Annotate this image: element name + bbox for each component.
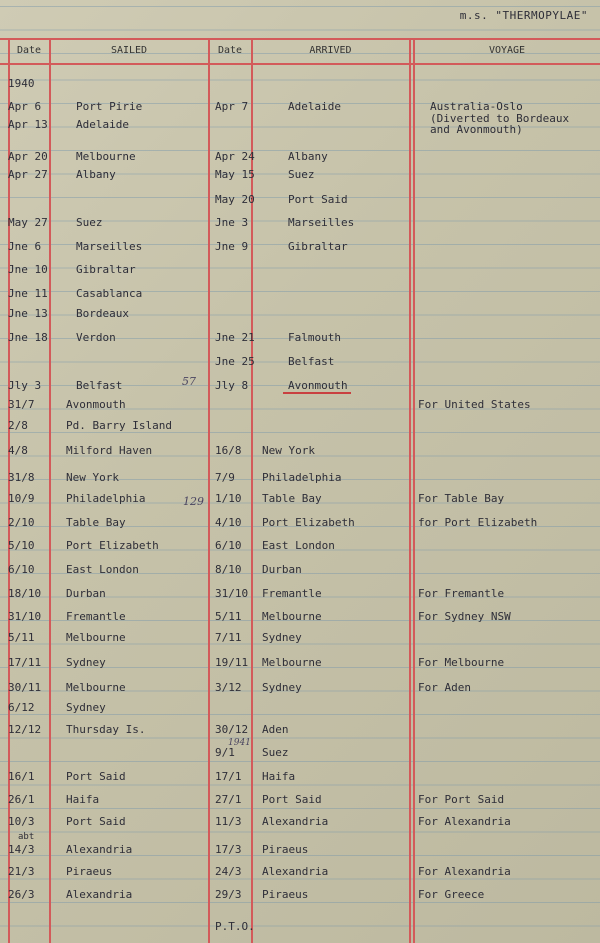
header-date-arrived: Date	[217, 45, 243, 56]
sailed-date: Apr 6	[8, 100, 42, 113]
arrived-date: 31/10	[215, 587, 249, 600]
sailed-date: Jne 6	[8, 240, 42, 253]
sailed-port: Fremantle	[66, 610, 126, 623]
arrived-port: East London	[262, 539, 335, 552]
arrived-date: May 15	[215, 168, 255, 181]
sailed-port: Port Said	[66, 815, 126, 828]
voyage-note: for Port Elizabeth	[418, 516, 538, 529]
voyage-note: Australia-Oslo	[430, 100, 523, 113]
sailed-date: Jne 10	[8, 263, 48, 276]
arrived-port: Melbourne	[262, 610, 322, 623]
arrived-date: 11/3	[215, 815, 242, 828]
arrived-date: 9/1	[215, 746, 235, 759]
abt-note: abt	[18, 832, 35, 842]
voyage-note: For Sydney NSW	[418, 610, 511, 623]
arrived-port: Suez	[262, 746, 289, 759]
voyage-note: For Alexandria	[418, 815, 511, 828]
year-1941-note: 1941	[228, 738, 251, 748]
arrived-date: Jne 9	[215, 240, 249, 253]
sailed-date: 31/8	[8, 471, 35, 484]
arrived-date: 29/3	[215, 888, 242, 901]
arrived-port: Haifa	[262, 770, 296, 783]
arrived-port: Adelaide	[288, 100, 341, 113]
sailed-date: 31/7	[8, 398, 35, 411]
sailed-date: 6/12	[8, 701, 35, 714]
sailed-port: Port Said	[66, 770, 126, 783]
sailed-date: 26/1	[8, 793, 35, 806]
arrived-port: Albany	[288, 150, 328, 163]
sailed-port: Haifa	[66, 793, 100, 806]
arrived-port: Marseilles	[288, 216, 355, 229]
header-rule-bottom	[0, 63, 600, 65]
arrived-port: Piraeus	[262, 888, 309, 901]
voyage-note: For Fremantle	[418, 587, 505, 600]
sailed-port: Sydney	[66, 656, 106, 669]
sailed-port: Marseilles	[76, 240, 143, 253]
sailed-port: Melbourne	[66, 681, 126, 694]
handwritten-57: 57	[182, 375, 196, 388]
arrived-port: Suez	[288, 168, 315, 181]
voyage-note: For Table Bay	[418, 492, 505, 505]
arrived-port: Philadelphia	[262, 471, 342, 484]
arrived-port: Sydney	[262, 681, 302, 694]
sailed-date: 14/3	[8, 843, 35, 856]
header-sailed: SAILED	[110, 45, 148, 56]
sailed-date: 30/11	[8, 681, 42, 694]
sailed-port: Avonmouth	[66, 398, 126, 411]
arrived-date: Jne 21	[215, 331, 255, 344]
arrived-date: 7/9	[215, 471, 235, 484]
voyage-note: and Avonmouth)	[430, 123, 523, 136]
arrived-port: Belfast	[288, 355, 335, 368]
arrived-port: Port Said	[262, 793, 322, 806]
column-rule	[49, 38, 51, 943]
arrived-port: Table Bay	[262, 492, 322, 505]
sailed-date: Apr 27	[8, 168, 48, 181]
voyage-note: For Alexandria	[418, 865, 511, 878]
sailed-date: 10/3	[8, 815, 35, 828]
voyage-note: For Port Said	[418, 793, 505, 806]
sailed-date: 16/1	[8, 770, 35, 783]
sailed-date: Apr 13	[8, 118, 48, 131]
sailed-port: Thursday Is.	[66, 723, 146, 736]
arrived-date: 17/1	[215, 770, 242, 783]
sailed-port: Piraeus	[66, 865, 113, 878]
arrived-port: Piraeus	[262, 843, 309, 856]
year-1940: 1940	[8, 77, 35, 90]
arrived-port: Port Elizabeth	[262, 516, 355, 529]
pto-note: P.T.O.	[215, 920, 255, 933]
column-rule	[208, 38, 210, 943]
sailed-date: 17/11	[8, 656, 42, 669]
arrived-date: 3/12	[215, 681, 242, 694]
column-rule	[409, 38, 411, 943]
arrived-date: 30/12	[215, 723, 249, 736]
header-arrived: ARRIVED	[309, 45, 352, 56]
sailed-date: 12/12	[8, 723, 42, 736]
sailed-port: Alexandria	[66, 888, 133, 901]
arrived-port: New York	[262, 444, 315, 457]
sailed-date: Jne 11	[8, 287, 48, 300]
sailed-port: Port Pirie	[76, 100, 143, 113]
sailed-date: 18/10	[8, 587, 42, 600]
arrived-port: Aden	[262, 723, 289, 736]
arrived-port: Falmouth	[288, 331, 341, 344]
sailed-date: 10/9	[8, 492, 35, 505]
sailed-date: 5/10	[8, 539, 35, 552]
sailed-port: New York	[66, 471, 119, 484]
header-rule-top	[0, 38, 600, 40]
arrived-date: 8/10	[215, 563, 242, 576]
sailed-port: Melbourne	[76, 150, 136, 163]
voyage-note: For Greece	[418, 888, 485, 901]
sailed-port: Durban	[66, 587, 106, 600]
arrived-date: Apr 24	[215, 150, 255, 163]
sailed-date: 31/10	[8, 610, 42, 623]
sailed-port: Melbourne	[66, 631, 126, 644]
sailed-date: 21/3	[8, 865, 35, 878]
sailed-port: Adelaide	[76, 118, 129, 131]
sailed-port: Albany	[76, 168, 116, 181]
sailed-port: East London	[66, 563, 139, 576]
ship-name: m.s. "THERMOPYLAE"	[459, 9, 588, 22]
arrived-date: 5/11	[215, 610, 242, 623]
handwritten-129: 129	[183, 495, 204, 508]
arrived-date: 4/10	[215, 516, 242, 529]
sailed-date: 2/8	[8, 419, 28, 432]
voyage-note: For Aden	[418, 681, 471, 694]
sailed-date: 2/10	[8, 516, 35, 529]
sailed-port: Pd. Barry Island	[66, 419, 172, 432]
arrived-date: 27/1	[215, 793, 242, 806]
sailed-date: 6/10	[8, 563, 35, 576]
arrived-date: Jne 3	[215, 216, 249, 229]
sailed-date: 26/3	[8, 888, 35, 901]
arrived-port: Gibraltar	[288, 240, 348, 253]
arrived-date: 24/3	[215, 865, 242, 878]
arrived-port: Avonmouth	[288, 379, 348, 392]
sailed-date: May 27	[8, 216, 48, 229]
arrived-date: Jne 25	[215, 355, 255, 368]
arrived-date: 16/8	[215, 444, 242, 457]
header-voyage: VOYAGE	[488, 45, 526, 56]
sailed-port: Port Elizabeth	[66, 539, 159, 552]
column-rule	[413, 38, 415, 943]
sailed-port: Alexandria	[66, 843, 133, 856]
sailed-port: Milford Haven	[66, 444, 153, 457]
sailed-date: Apr 20	[8, 150, 48, 163]
arrived-port: Port Said	[288, 193, 348, 206]
sailed-date: Jly 3	[8, 379, 42, 392]
avonmouth-underline	[283, 392, 351, 394]
arrived-date: 17/3	[215, 843, 242, 856]
arrived-port: Fremantle	[262, 587, 322, 600]
arrived-date: 7/11	[215, 631, 242, 644]
arrived-port: Alexandria	[262, 865, 329, 878]
sailed-date: Jne 18	[8, 331, 48, 344]
arrived-port: Sydney	[262, 631, 302, 644]
voyage-note: For Melbourne	[418, 656, 505, 669]
sailed-port: Suez	[76, 216, 103, 229]
voyage-note: For United States	[418, 398, 531, 411]
sailed-port: Bordeaux	[76, 307, 129, 320]
arrived-date: 1/10	[215, 492, 242, 505]
sailed-date: 5/11	[8, 631, 35, 644]
voyage-note: (Diverted to Bordeaux	[430, 112, 570, 125]
sailed-port: Sydney	[66, 701, 106, 714]
arrived-date: May 20	[215, 193, 255, 206]
sailed-port: Philadelphia	[66, 492, 146, 505]
sailed-port: Gibraltar	[76, 263, 136, 276]
header-date-sailed: Date	[16, 45, 42, 56]
sailed-port: Table Bay	[66, 516, 126, 529]
arrived-port: Melbourne	[262, 656, 322, 669]
sailed-date: 4/8	[8, 444, 28, 457]
arrived-date: Apr 7	[215, 100, 249, 113]
arrived-port: Durban	[262, 563, 302, 576]
sailed-port: Verdon	[76, 331, 116, 344]
arrived-date: Jly 8	[215, 379, 249, 392]
arrived-date: 19/11	[215, 656, 249, 669]
arrived-date: 6/10	[215, 539, 242, 552]
sailed-date: Jne 13	[8, 307, 48, 320]
sailed-port: Casablanca	[76, 287, 143, 300]
sailed-port: Belfast	[76, 379, 123, 392]
arrived-port: Alexandria	[262, 815, 329, 828]
